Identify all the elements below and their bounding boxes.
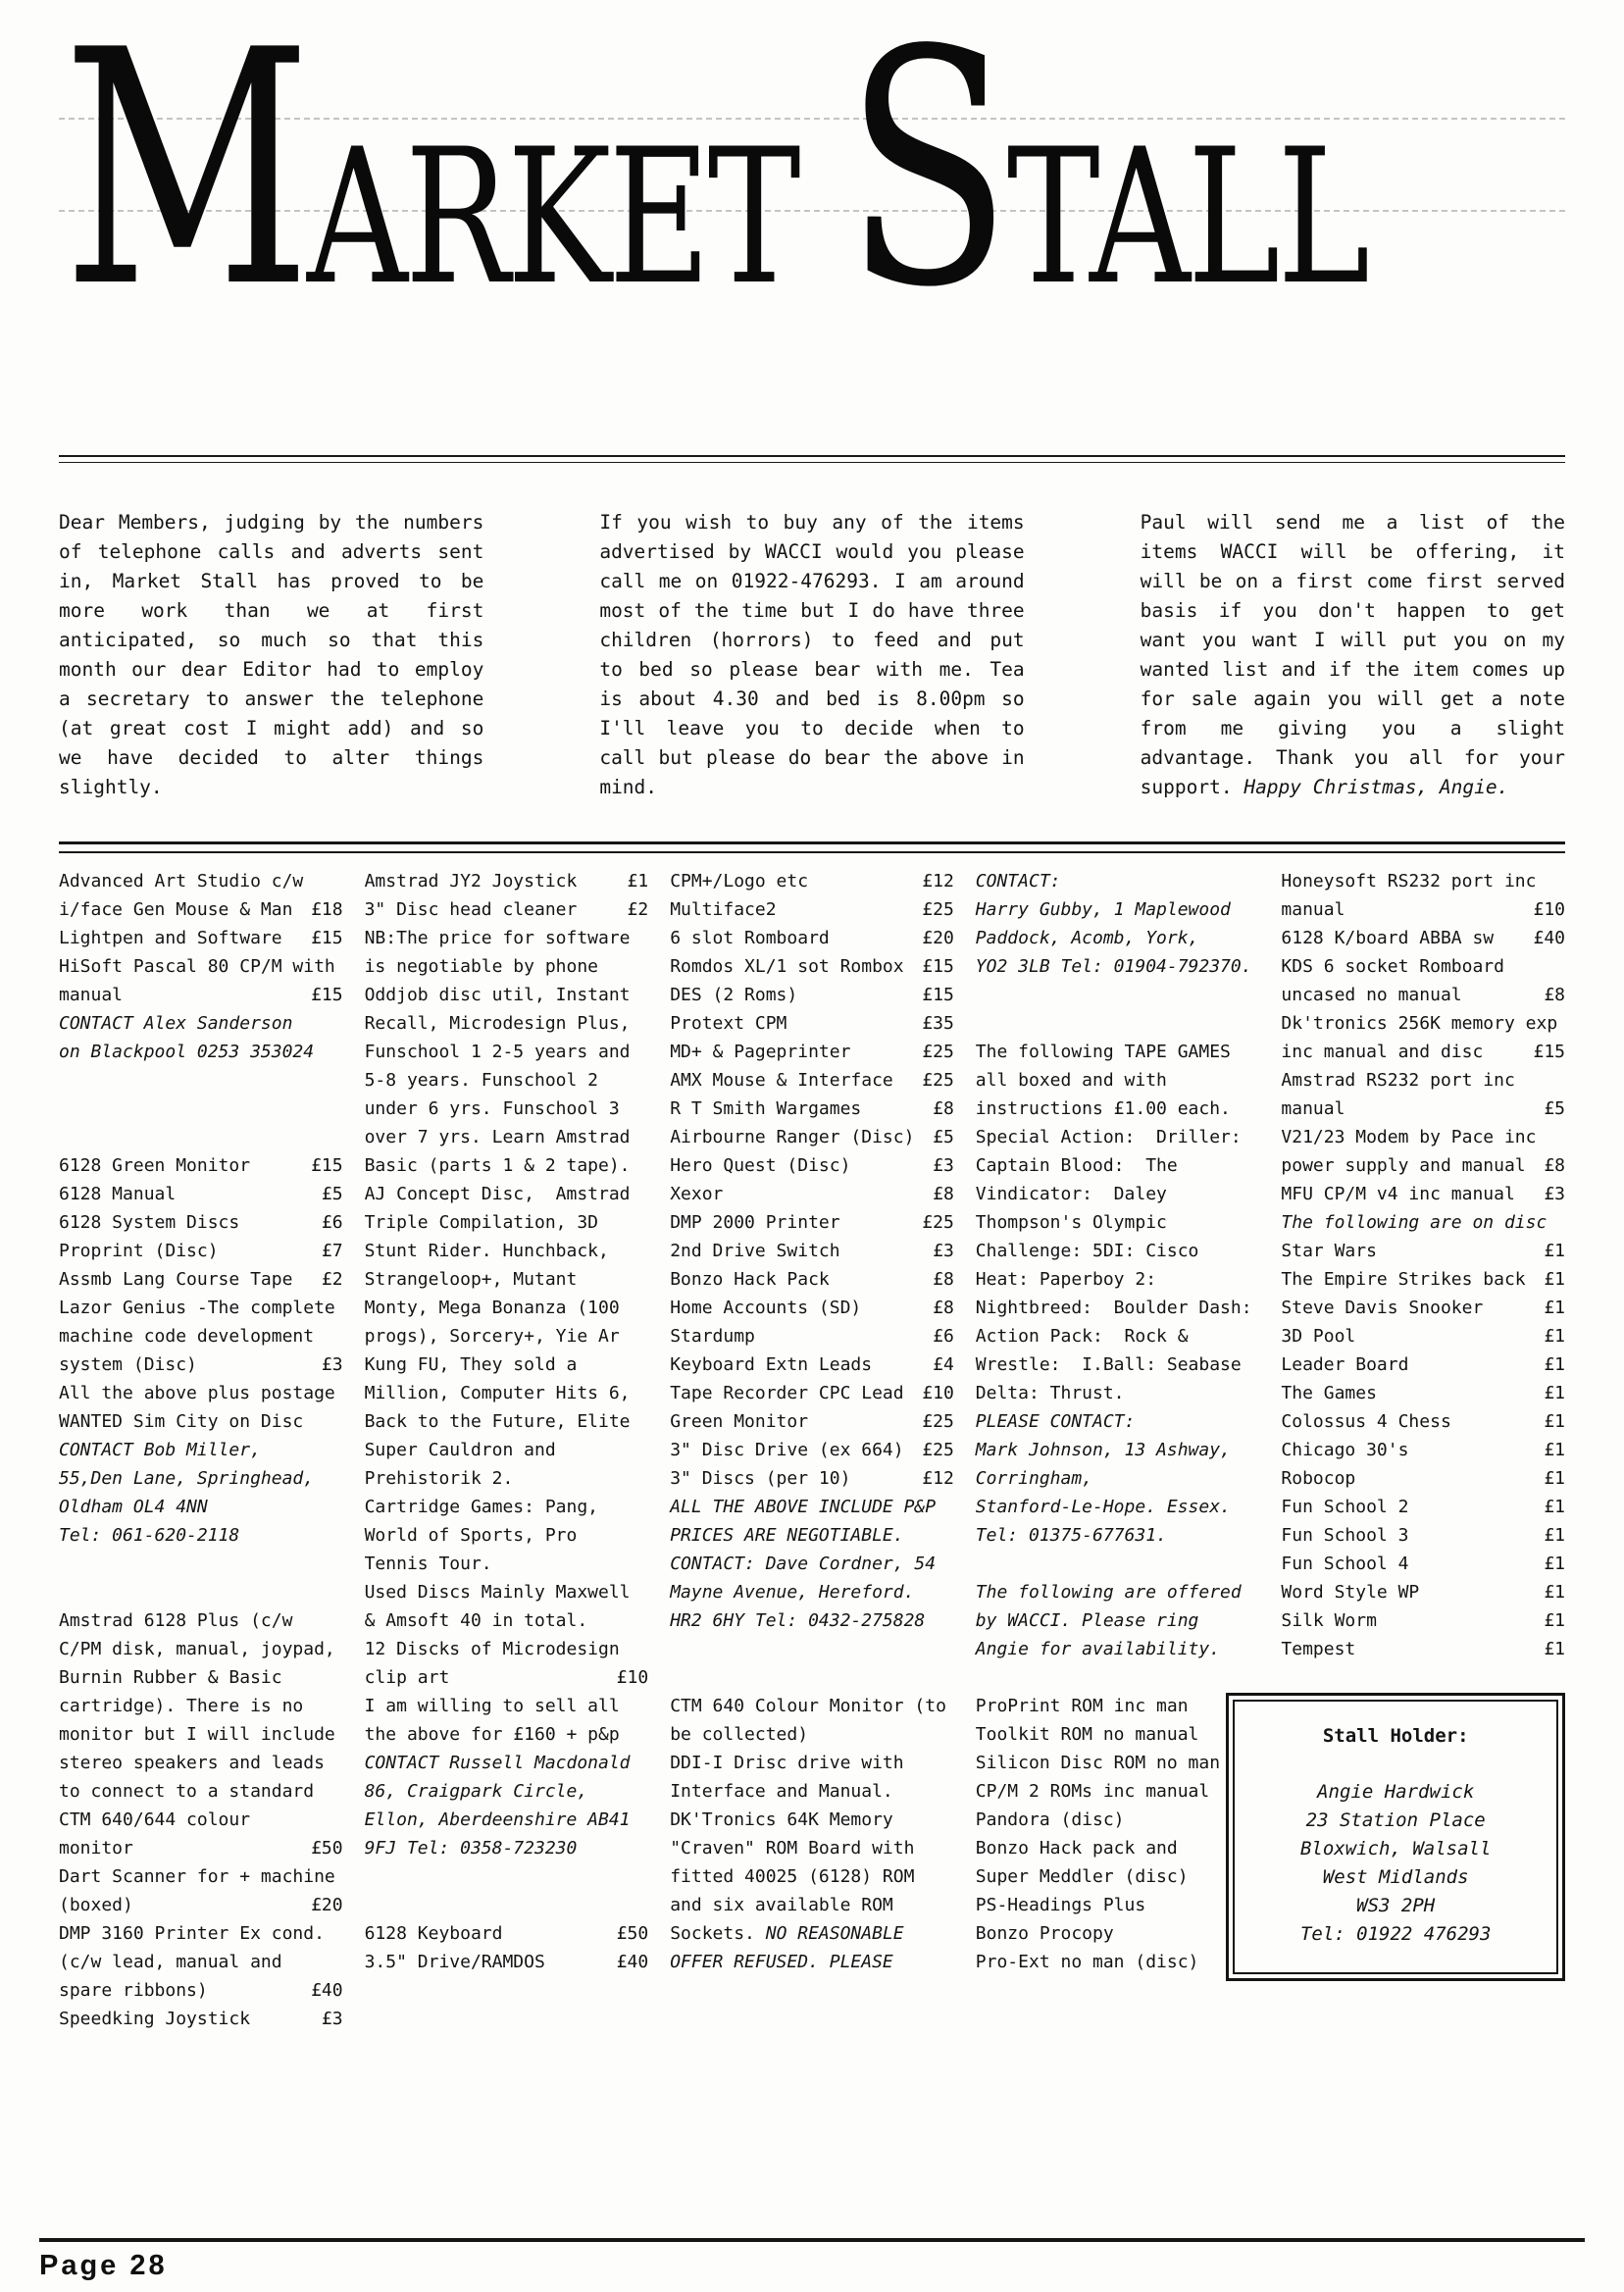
listing-line: Steve Davis Snooker £1 [1281, 1294, 1565, 1322]
listing-line: Assmb Lang Course Tape £2 [59, 1265, 343, 1294]
price-value: £18 [311, 899, 343, 920]
listing-line: Wrestle: I.Ball: Seabase [975, 1354, 1242, 1375]
price-value: £40 [1533, 928, 1565, 948]
listing-line: 55,Den Lane, Springhead, [59, 1468, 315, 1489]
listing-line: Action Pack: Rock & [975, 1326, 1189, 1347]
listing-line: Pandora (disc) [976, 1806, 1260, 1834]
listing-line: Word Style WP £1 [1281, 1578, 1565, 1606]
price-value: £8 [1544, 1155, 1565, 1176]
listing-line: Proprint (Disc) £7 [59, 1237, 343, 1265]
listing-line: Tempest £1 [1281, 1635, 1565, 1663]
listing-column-1 [59, 867, 343, 2033]
listing-line: Advanced Art Studio c/w [59, 871, 304, 891]
stall-holder-box [1226, 1693, 1565, 1981]
listing-line: Chicago 30's £1 [1281, 1436, 1565, 1464]
price-value: £1 [1544, 1241, 1565, 1261]
listing-line: Stardump £6 [670, 1322, 954, 1350]
price-value: £1 [627, 871, 649, 891]
footer-rule [39, 2238, 1585, 2242]
intro-paragraph-3-signoff: Happy Christmas, Angie. [1243, 776, 1509, 798]
price-value: £6 [933, 1326, 954, 1347]
listing-line: DDI-I Drisc drive with [670, 1753, 904, 1773]
listing-line: MD+ & Pageprinter £25 [670, 1038, 954, 1066]
listing-line: & Amsoft 40 in total. [364, 1610, 588, 1631]
price-value: £1 [1544, 1440, 1565, 1460]
page-footer [39, 2238, 1585, 2282]
price-value: £15 [922, 985, 954, 1005]
listing-line: Sockets. NO REASONABLE [670, 1923, 904, 1944]
listing-line: Thompson's Olympic [975, 1212, 1167, 1233]
intro-paragraph-2: If you wish to buy any of the items advertised by WACCI would you please call me on 01922-476293. I am around most of the time but I do have three children (horrors) to feed and put to bed so please bear with me. Tea is about 4.30 and bed is 8.00pm so I'll leave you to decide when to call but please do bear the above in mind. [599, 511, 1025, 798]
price-value: £1 [1544, 1326, 1565, 1347]
listing-line: Basic (parts 1 & 2 tape). [364, 1155, 631, 1176]
listing-line: Funschool 1 2-5 years and [364, 1042, 631, 1062]
listing-line: WS3 2PH [1356, 1895, 1436, 1916]
listing-line: stereo speakers and leads [59, 1753, 325, 1773]
listing-line: World of Sports, Pro [364, 1525, 578, 1546]
listing-line: Recall, Microdesign Plus, [364, 1013, 631, 1034]
listing-line: spare ribbons) £40 [59, 1976, 343, 2005]
listing-line: "Craven" ROM Board with [670, 1838, 915, 1859]
listing-line: CONTACT: Dave Cordner, 54 [670, 1553, 937, 1574]
price-value: £25 [922, 1411, 954, 1432]
listing-line: Lightpen and Software £15 [59, 924, 343, 952]
listing-line: Triple Compilation, 3D [364, 1212, 599, 1233]
listing-line: Colossus 4 Chess £1 [1281, 1407, 1565, 1436]
price-value: £25 [922, 1212, 954, 1233]
listing-line: Ellon, Aberdeenshire AB41 [364, 1809, 631, 1830]
listing-line: fitted 40025 (6128) ROM [670, 1866, 915, 1887]
listing-line: Angie for availability. [975, 1639, 1221, 1659]
stall-holder-heading: Stall Holder: [1322, 1725, 1469, 1747]
listing-line: 6128 Keyboard £50 [365, 1919, 649, 1948]
listing-line: instructions £1.00 each. [975, 1098, 1231, 1119]
price-value: £5 [321, 1184, 343, 1204]
listing-line: Tape Recorder CPC Lead £10 [670, 1379, 954, 1407]
listing-line: inc manual and disc £15 [1281, 1038, 1565, 1066]
listing-line: 23 Station Place [1305, 1809, 1486, 1831]
listing-line: Dart Scanner for + machine [59, 1866, 335, 1887]
listing-line: and six available ROM [670, 1895, 893, 1915]
listing-line: OFFER REFUSED. PLEASE [670, 1952, 893, 1972]
listing-column-5-items [1281, 867, 1565, 1663]
listing-line: all boxed and with [975, 1070, 1167, 1091]
listing-line: Corringham, [975, 1468, 1093, 1489]
price-value: £1 [1544, 1582, 1565, 1603]
listing-line: power supply and manual £8 [1281, 1151, 1565, 1180]
listing-line: 3" Discs (per 10) £12 [670, 1464, 954, 1493]
price-value: £3 [933, 1241, 954, 1261]
listing-line: Fun School 3 £1 [1281, 1521, 1565, 1550]
listing-line: Silicon Disc ROM no man [976, 1749, 1260, 1777]
listing-line: West Midlands [1322, 1866, 1469, 1888]
listing-line: Keyboard Extn Leads £4 [670, 1350, 954, 1379]
listing-line: Tel: 01922 476293 [1299, 1923, 1492, 1945]
listing-line: 6128 System Discs £6 [59, 1208, 343, 1237]
listing-line: WANTED Sim City on Disc [59, 1411, 304, 1432]
listing-line: ProPrint ROM inc man [976, 1692, 1260, 1720]
listing-line: The following are offered [975, 1582, 1242, 1603]
listing-line: Romdos XL/1 sot Rombox £15 [670, 952, 954, 981]
listing-line: uncased no manual £8 [1281, 981, 1565, 1009]
listing-line: CP/M 2 ROMs inc manual [976, 1777, 1260, 1806]
listing-line: DMP 3160 Printer Ex cond. [59, 1923, 325, 1944]
listing-line: progs), Sorcery+, Yie Ar [364, 1326, 620, 1347]
listing-column-5 [1281, 867, 1565, 2033]
listing-line: Back to the Future, Elite [364, 1411, 631, 1432]
listing-line: 12 Discks of Microdesign [364, 1639, 620, 1659]
listing-line: by WACCI. Please ring [975, 1610, 1199, 1631]
listing-line: Mark Johnson, 13 Ashway, [975, 1440, 1231, 1460]
listing-line: Tel: 061-620-2118 [59, 1525, 240, 1546]
listing-line: Prehistorik 2. [364, 1468, 514, 1489]
listing-line: be collected) [670, 1724, 809, 1745]
price-value: £15 [922, 956, 954, 977]
listings-grid [59, 867, 1565, 2033]
listing-line: Super Cauldron and [364, 1440, 556, 1460]
listing-line: Burnin Rubber & Basic [59, 1667, 282, 1688]
listing-line: Million, Computer Hits 6, [364, 1383, 631, 1403]
listing-line: Hero Quest (Disc) £3 [670, 1151, 954, 1180]
listing-line: The following are on disc [1281, 1212, 1548, 1233]
listing-line: 6128 K/board ABBA sw £40 [1281, 924, 1565, 952]
listing-column-4 [976, 867, 1260, 2033]
price-value: £40 [616, 1952, 649, 1972]
listing-line: under 6 yrs. Funschool 3 [364, 1098, 620, 1119]
listing-line: CPM+/Logo etc £12 [670, 867, 954, 895]
listing-line: Used Discs Mainly Maxwell [364, 1582, 631, 1603]
price-value: £25 [922, 1440, 954, 1460]
price-value: £8 [933, 1298, 954, 1318]
listing-line: 86, Craigpark Circle, [364, 1781, 588, 1802]
listing-line: CTM 640/644 colour [59, 1809, 251, 1830]
listing-line: Super Meddler (disc) [976, 1862, 1260, 1891]
intro-paragraph-3 [1141, 508, 1565, 802]
listing-line: The Games £1 [1281, 1379, 1565, 1407]
listing-line: Delta: Thrust. [975, 1383, 1125, 1403]
listing-line: HR2 6HY Tel: 0432-275828 [670, 1610, 926, 1631]
price-value: £15 [311, 985, 343, 1005]
listing-line: 3.5" Drive/RAMDOS £40 [365, 1948, 649, 1976]
listing-line: The Empire Strikes back £1 [1281, 1265, 1565, 1294]
listing-line: Captain Blood: The [975, 1155, 1178, 1176]
listing-line: AJ Concept Disc, Amstrad [364, 1184, 631, 1204]
listing-line: DK'Tronics 64K Memory [670, 1809, 893, 1830]
listing-line: Bonzo Procopy [976, 1919, 1260, 1948]
price-value: £15 [1533, 1042, 1565, 1062]
title-word-arket: ARKET [306, 109, 798, 326]
listing-line: CONTACT: [975, 871, 1061, 891]
listing-line: Oldham OL4 4NN [59, 1497, 208, 1517]
listing-line: Angie Hardwick [1317, 1781, 1475, 1803]
listing-line: Robocop £1 [1281, 1464, 1565, 1493]
listing-line: PS-Headings Plus [976, 1891, 1260, 1919]
price-value: £2 [627, 899, 649, 920]
price-value: £5 [933, 1127, 954, 1147]
listing-line: CONTACT Alex Sanderson [59, 1013, 293, 1034]
listings-divider-rule [59, 841, 1565, 853]
listing-line: (boxed) £20 [59, 1891, 343, 1919]
listing-line: monitor £50 [59, 1834, 343, 1862]
listing-column-2 [365, 867, 649, 2033]
listing-line: manual £15 [59, 981, 343, 1009]
intro-paragraph-1: Dear Members, judging by the numbers of telephone calls and adverts sent in, Market Stall has proved to be more work than we at first anticipated, so much so that this month our dear Editor had to employ a secretary to answer the telephone (at great cost I might add) and so we have decided to alter things slightly. [59, 511, 484, 798]
price-value: £3 [1544, 1184, 1565, 1204]
price-value: £3 [321, 2009, 343, 2029]
listing-line: Bloxwich, Walsall [1299, 1838, 1492, 1859]
listing-line: on Blackpool 0253 353024 [59, 1042, 315, 1062]
listing-line: CONTACT Bob Miller, [59, 1440, 261, 1460]
listing-line: Strangeloop+, Mutant [364, 1269, 578, 1290]
price-value: £1 [1544, 1525, 1565, 1546]
price-value: £2 [321, 1269, 343, 1290]
listing-line: Stanford-Le-Hope. Essex. [975, 1497, 1231, 1517]
price-value: £1 [1544, 1298, 1565, 1318]
listing-line: 6128 Manual £5 [59, 1180, 343, 1208]
listing-line: Vindicator: Daley [975, 1184, 1167, 1204]
price-value: £1 [1544, 1269, 1565, 1290]
price-value: £1 [1544, 1610, 1565, 1631]
listing-column-3 [670, 867, 954, 2033]
price-value: £1 [1544, 1383, 1565, 1403]
listing-line: Fun School 4 £1 [1281, 1550, 1565, 1578]
title-divider-rule [59, 455, 1565, 463]
intro-section [59, 508, 1565, 802]
listing-line: Tel: 01375-677631. [975, 1525, 1167, 1546]
stall-holder-box-inner [1233, 1700, 1558, 1974]
listing-line: Interface and Manual. [670, 1781, 893, 1802]
listing-line: Honeysoft RS232 port inc [1281, 871, 1537, 891]
price-value: £8 [933, 1098, 954, 1119]
listing-line: All the above plus postage [59, 1383, 335, 1403]
price-value: £35 [922, 1013, 954, 1034]
listing-line: DMP 2000 Printer £25 [670, 1208, 954, 1237]
listing-line: Dk'tronics 256K memory exp [1281, 1013, 1558, 1034]
price-value: £3 [933, 1155, 954, 1176]
listing-line: Airbourne Ranger (Disc) £5 [670, 1123, 954, 1151]
listing-line: Multiface2 £25 [670, 895, 954, 924]
listing-line: clip art £10 [365, 1663, 649, 1692]
listing-line: Kung FU, They sold a [364, 1354, 578, 1375]
price-value: £6 [321, 1212, 343, 1233]
listing-line: Silk Worm £1 [1281, 1606, 1565, 1635]
listing-line: C/PM disk, manual, joypad, [59, 1639, 335, 1659]
listing-line: Stunt Rider. Hunchback, [364, 1241, 609, 1261]
listing-line: 6 slot Romboard £20 [670, 924, 954, 952]
listing-line: Paddock, Acomb, York, [975, 928, 1199, 948]
listing-line: CONTACT Russell Macdonald [364, 1753, 631, 1773]
listing-line: Challenge: 5DI: Cisco [975, 1241, 1199, 1261]
price-value: £50 [616, 1923, 649, 1944]
listing-line: PLEASE CONTACT: [975, 1411, 1136, 1432]
title-word-tall: TALL [1006, 109, 1368, 326]
listing-line: HiSoft Pascal 80 CP/M with [59, 956, 335, 977]
listing-line: Protext CPM £35 [670, 1009, 954, 1038]
listing-line: ALL THE ABOVE INCLUDE P&P [670, 1497, 937, 1517]
listing-line: Lazor Genius -The complete [59, 1298, 335, 1318]
listing-line: CTM 640 Colour Monitor (to [670, 1696, 946, 1716]
listing-line: 3D Pool £1 [1281, 1322, 1565, 1350]
listing-line: DES (2 Roms) £15 [670, 981, 954, 1009]
listing-line: Special Action: Driller: [975, 1127, 1242, 1147]
listing-line: 6128 Green Monitor £15 [59, 1151, 343, 1180]
price-value: £1 [1544, 1639, 1565, 1659]
price-value: £1 [1544, 1553, 1565, 1574]
listing-line: Green Monitor £25 [670, 1407, 954, 1436]
price-value: £12 [922, 1468, 954, 1489]
listing-line: (c/w lead, manual and [59, 1952, 282, 1972]
listing-line: Bonzo Hack Pack £8 [670, 1265, 954, 1294]
listing-line: Mayne Avenue, Hereford. [670, 1582, 915, 1603]
price-value: £7 [321, 1241, 343, 1261]
price-value: £1 [1544, 1468, 1565, 1489]
title-initial-s: S [844, 0, 1007, 358]
listing-line: Tennis Tour. [364, 1553, 492, 1574]
price-value: £8 [933, 1269, 954, 1290]
price-value: £1 [1544, 1354, 1565, 1375]
listing-line: monitor but I will include [59, 1724, 335, 1745]
listing-line: 5-8 years. Funschool 2 [364, 1070, 599, 1091]
listing-line: manual £5 [1281, 1095, 1565, 1123]
listing-line: Leader Board £1 [1281, 1350, 1565, 1379]
price-value: £15 [311, 1155, 343, 1176]
page-number: Page 28 [39, 2250, 168, 2281]
listing-line: Nightbreed: Boulder Dash: [975, 1298, 1252, 1318]
listing-line: Harry Gubby, 1 Maplewood [975, 899, 1231, 920]
price-value: £1 [1544, 1497, 1565, 1517]
price-value: £25 [922, 1042, 954, 1062]
listing-line: to connect to a standard [59, 1781, 315, 1802]
listing-line: Amstrad 6128 Plus (c/w [59, 1610, 293, 1631]
page-title [59, 0, 1565, 358]
listing-line: V21/23 Modem by Pace inc [1281, 1127, 1537, 1147]
listing-line: cartridge). There is no [59, 1696, 304, 1716]
price-value: £40 [311, 1980, 343, 2001]
listing-line: Speedking Joystick £3 [59, 2005, 343, 2033]
price-value: £10 [1533, 899, 1565, 920]
listing-line: Fun School 2 £1 [1281, 1493, 1565, 1521]
listing-line: manual £10 [1281, 895, 1565, 924]
listing-line: 3" Disc Drive (ex 664) £25 [670, 1436, 954, 1464]
price-value: £50 [311, 1838, 343, 1859]
price-value: £10 [616, 1667, 649, 1688]
listing-line: Oddjob disc util, Instant [364, 985, 631, 1005]
listing-line: Bonzo Hack pack and [975, 1838, 1178, 1859]
price-value: £20 [311, 1895, 343, 1915]
listing-line: Home Accounts (SD) £8 [670, 1294, 954, 1322]
listing-line: PRICES ARE NEGOTIABLE. [670, 1525, 904, 1546]
price-value: £5 [1544, 1098, 1565, 1119]
price-value: £1 [1544, 1411, 1565, 1432]
listing-line: system (Disc) £3 [59, 1350, 343, 1379]
listing-line: Xexor £8 [670, 1180, 954, 1208]
price-value: £20 [922, 928, 954, 948]
title-initial-m: M [63, 0, 307, 358]
listing-line: Heat: Paperboy 2: [975, 1269, 1157, 1290]
price-value: £25 [922, 1070, 954, 1091]
listing-line: 3" Disc head cleaner £2 [365, 895, 649, 924]
price-value: £3 [321, 1354, 343, 1375]
listing-line: AMX Mouse & Interface £25 [670, 1066, 954, 1095]
price-value: £8 [933, 1184, 954, 1204]
stall-holder-address [1241, 1778, 1550, 1949]
listing-line: the above for £160 + p&p [364, 1724, 620, 1745]
price-value: £10 [922, 1383, 954, 1403]
listing-line: i/face Gen Mouse & Man £18 [59, 895, 343, 924]
listing-line: Pro-Ext no man (disc) [976, 1948, 1260, 1976]
price-value: £4 [933, 1354, 954, 1375]
market-stall-title [63, 0, 1368, 358]
listing-line: over 7 yrs. Learn Amstrad [364, 1127, 631, 1147]
listing-line: Amstrad JY2 Joystick £1 [365, 867, 649, 895]
listing-line: 9FJ Tel: 0358-723230 [364, 1838, 578, 1859]
listing-line: Star Wars £1 [1281, 1237, 1565, 1265]
listing-line: YO2 3LB Tel: 01904-792370. [975, 956, 1252, 977]
price-value: £8 [1544, 985, 1565, 1005]
listing-line: KDS 6 socket Romboard [1281, 956, 1504, 977]
listing-line: Amstrad RS232 port inc [1281, 1070, 1515, 1091]
listing-line: machine code development [59, 1326, 315, 1347]
listing-line: MFU CP/M v4 inc manual £3 [1281, 1180, 1565, 1208]
listing-line: is negotiable by phone [364, 956, 599, 977]
listing-line: NB:The price for software [364, 928, 631, 948]
listing-line: Toolkit ROM no manual [976, 1720, 1260, 1749]
listing-line: The following TAPE GAMES [975, 1042, 1231, 1062]
listing-line: Monty, Mega Bonanza (100 [364, 1298, 620, 1318]
price-value: £25 [922, 899, 954, 920]
price-value: £15 [311, 928, 343, 948]
listing-line: 2nd Drive Switch £3 [670, 1237, 954, 1265]
listing-line: Cartridge Games: Pang, [364, 1497, 599, 1517]
intro-paragraph-3-main: Paul will send me a list of the items WACCI will be offering, it will be on a first come first served basis if you don't happen to get want you want I will put you on my wanted list and if the item comes up for sale again you will get a note from me giving you a slight advantage. Thank you all for your support. [1140, 511, 1565, 798]
listing-line: R T Smith Wargames £8 [670, 1095, 954, 1123]
listing-line: I am willing to sell all [364, 1696, 620, 1716]
price-value: £12 [922, 871, 954, 891]
